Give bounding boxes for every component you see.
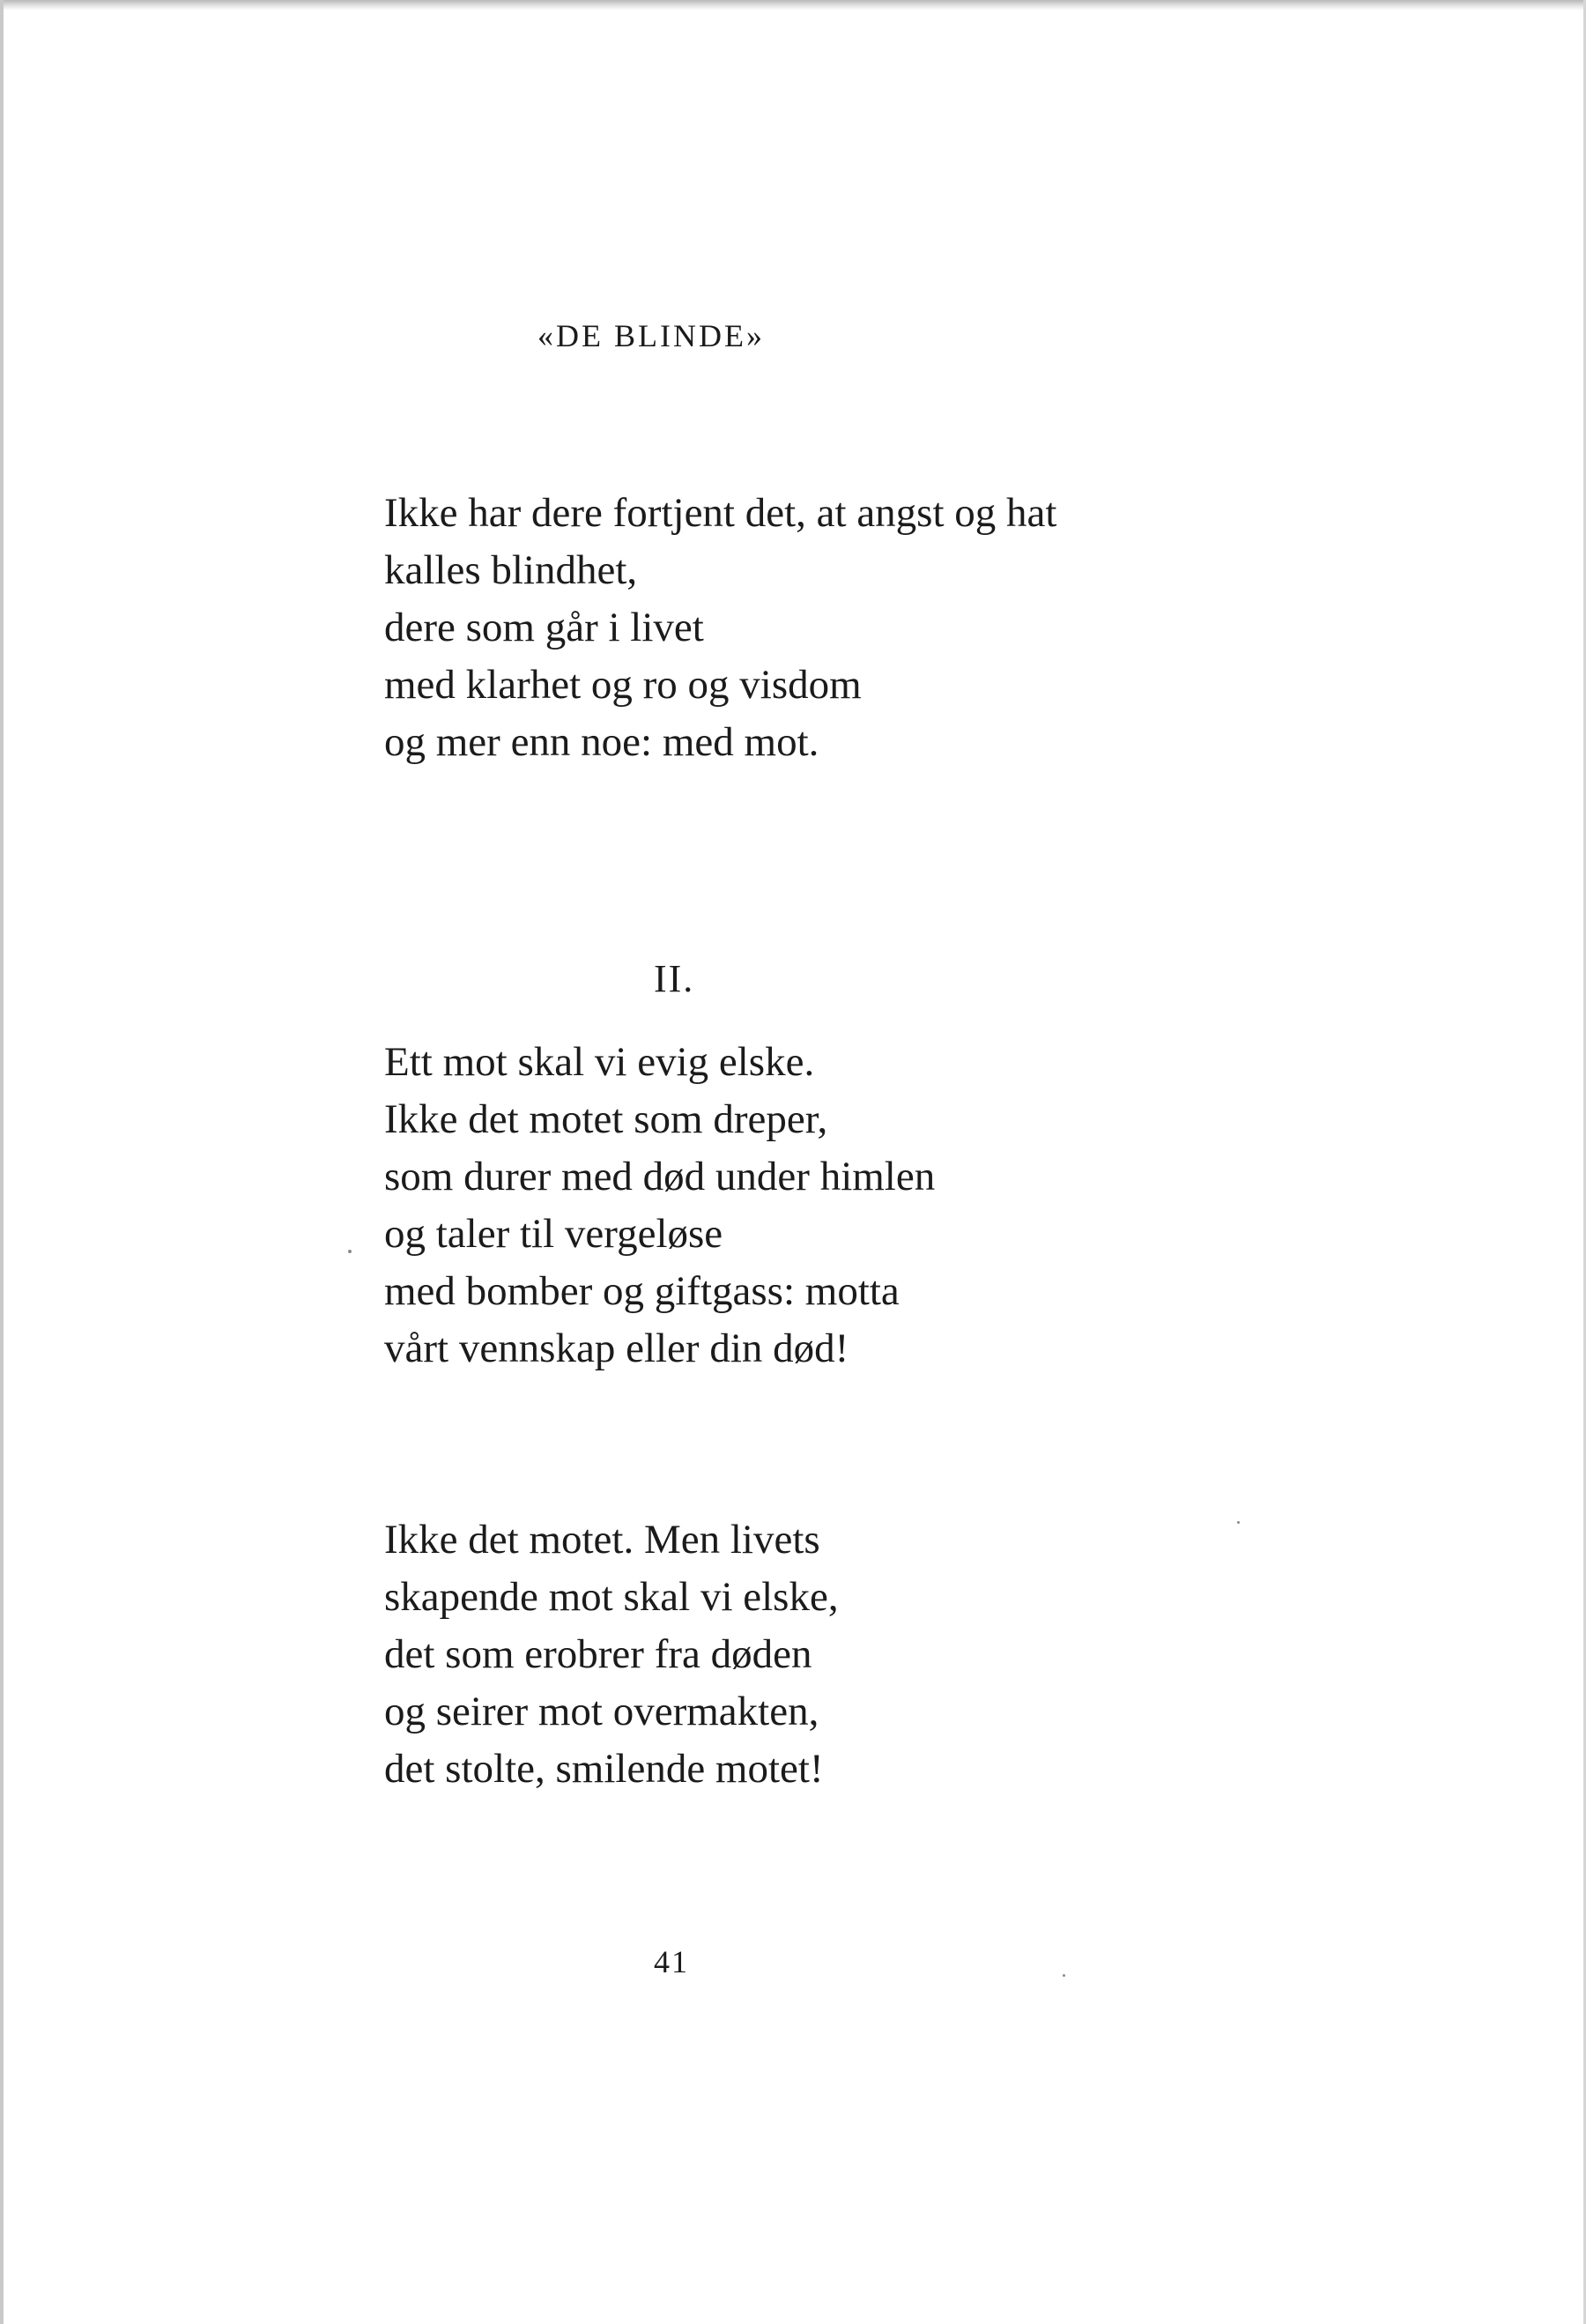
- stanza-2: [384, 1034, 935, 1377]
- poem-line: det stolte, smilende motet!: [384, 1746, 824, 1792]
- poem-line: og taler til vergeløse: [384, 1211, 723, 1257]
- poem-line: Ett mot skal vi evig elske.: [384, 1039, 815, 1085]
- poem-line: Ikke det motet. Men livets: [384, 1517, 820, 1563]
- poem-line: som durer med død under himlen: [384, 1154, 936, 1199]
- stanza-3: [384, 1511, 839, 1798]
- poem-line: med bomber og giftgass: motta: [384, 1268, 900, 1314]
- scan-speck: [348, 1250, 352, 1253]
- poem-line: og seirer mot overmakten,: [384, 1689, 819, 1734]
- page-top-edge: [0, 0, 1586, 11]
- poem-line: dere som går i livet: [384, 605, 704, 650]
- poem-line: kalles blindhet,: [384, 547, 638, 593]
- scan-speck: [1237, 1521, 1240, 1524]
- page-number: 41: [654, 1944, 689, 1979]
- poem-title: «DE BLINDE»: [537, 318, 765, 353]
- scan-speck: [1063, 1974, 1065, 1977]
- poem-line: Ikke har dere fortjent det, at angst og hat: [384, 490, 1057, 536]
- poem-line: og mer enn noe: med mot.: [384, 719, 819, 765]
- poem-line: Ikke det motet som dreper,: [384, 1096, 828, 1142]
- page-left-edge: [0, 0, 4, 2324]
- poem-line: det som erobrer fra døden: [384, 1631, 812, 1677]
- stanza-1: [384, 485, 1056, 771]
- poem-line: vårt vennskap eller din død!: [384, 1325, 849, 1371]
- poem-line: skapende mot skal vi elske,: [384, 1574, 839, 1620]
- section-number: II.: [654, 957, 695, 1000]
- poem-line: med klarhet og ro og visdom: [384, 662, 862, 708]
